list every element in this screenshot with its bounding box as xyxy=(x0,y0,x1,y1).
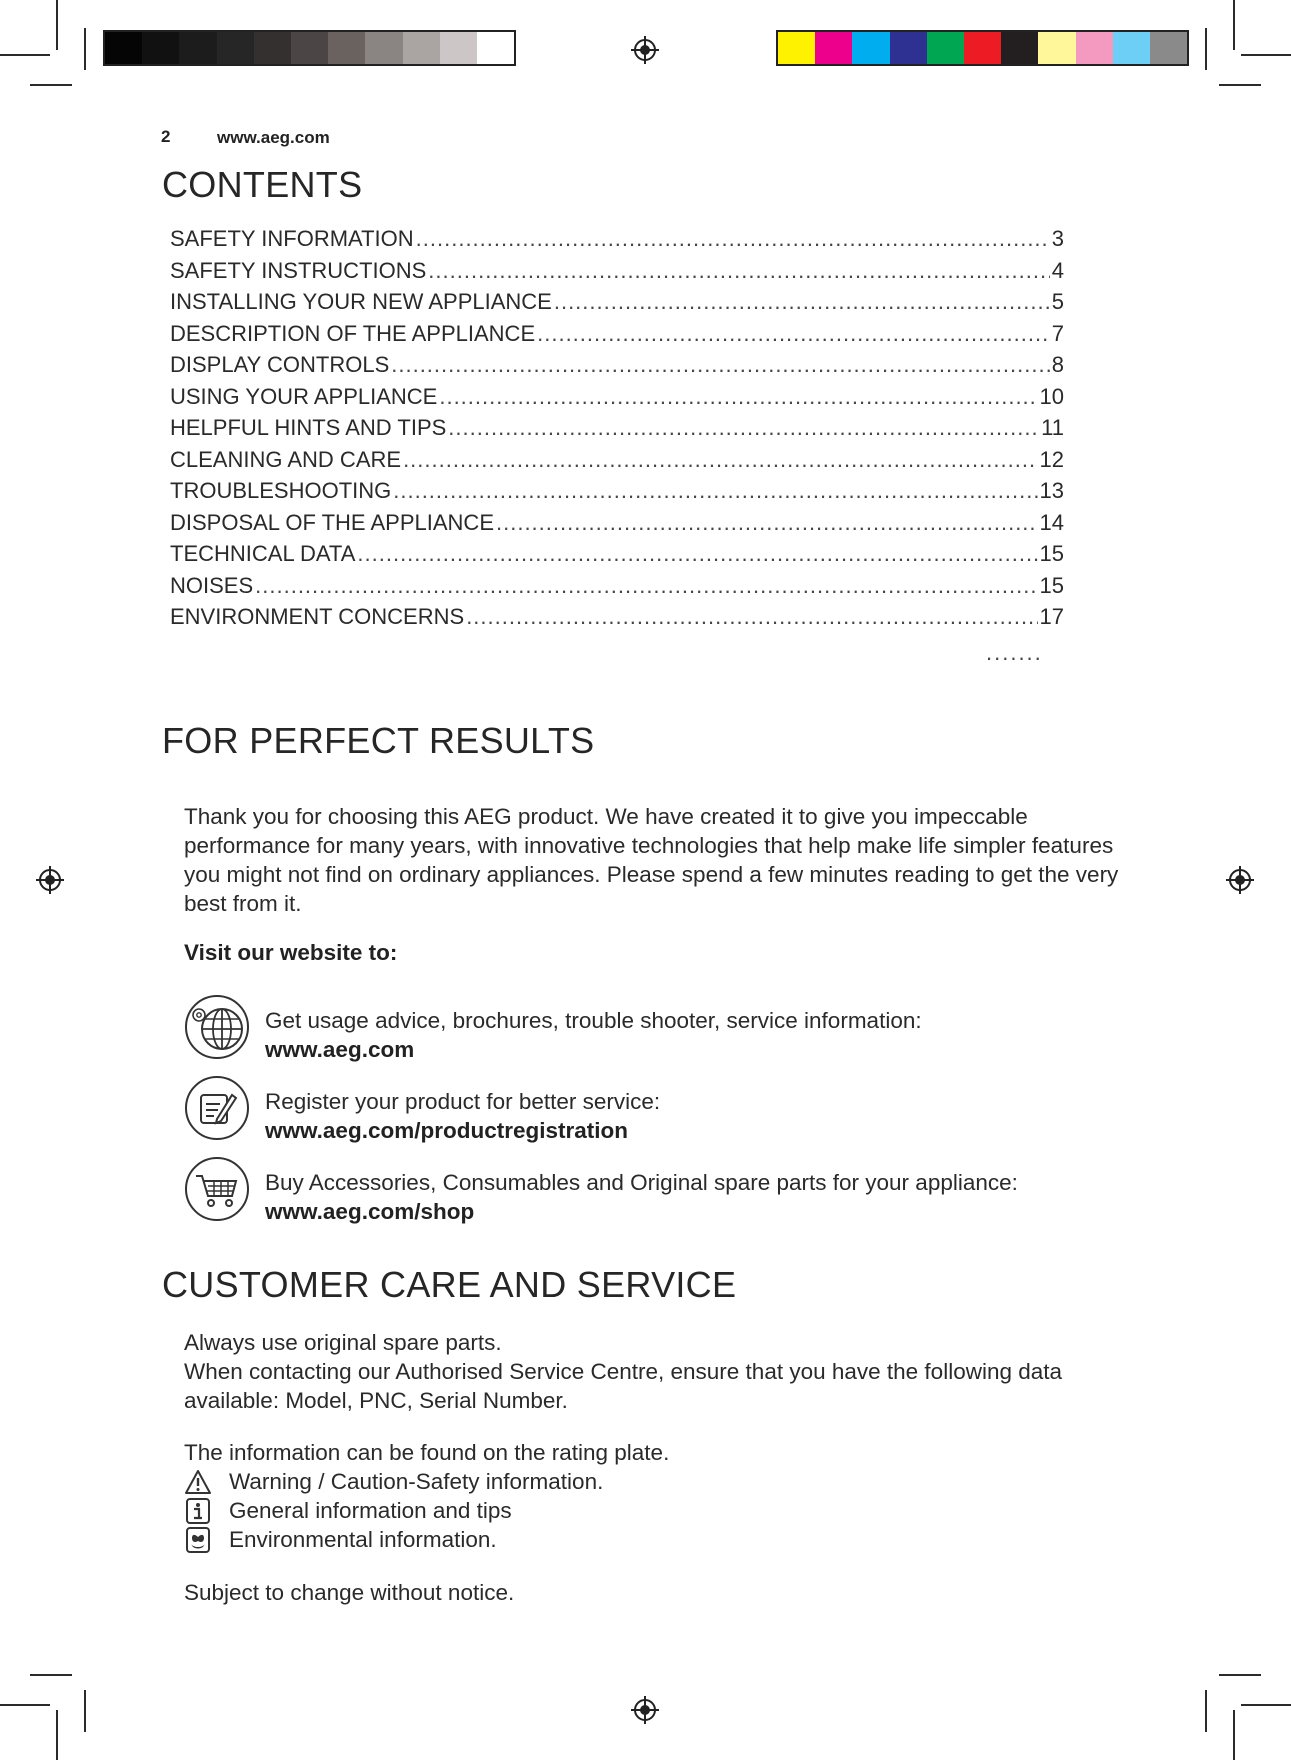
toc-entry[interactable] xyxy=(170,258,1064,290)
toc-entry-title: DESCRIPTION OF THE APPLIANCE xyxy=(170,320,536,346)
shop-link-url[interactable]: www.aeg.com/shop xyxy=(265,1199,475,1224)
customer-care-heading: CUSTOMER CARE AND SERVICE xyxy=(162,1264,737,1305)
color-swatch xyxy=(1038,32,1075,64)
gray-swatch xyxy=(365,32,402,64)
toc-entry-title: TECHNICAL DATA xyxy=(170,541,356,566)
registration-mark-icon xyxy=(36,866,64,894)
color-swatch xyxy=(964,32,1001,64)
toc-entry-page: 14 xyxy=(1039,509,1064,535)
color-swatch xyxy=(815,32,852,64)
globe-icon xyxy=(184,994,250,1060)
gray-swatch xyxy=(477,32,514,64)
toc-entry-page: 3 xyxy=(1051,226,1064,251)
shop-link-row xyxy=(184,1156,1134,1224)
gray-swatch xyxy=(328,32,365,64)
shopping-cart-icon xyxy=(184,1156,250,1222)
page-number: 2 xyxy=(161,127,171,146)
toc-entry[interactable] xyxy=(170,447,1064,479)
toc-entry-page: 7 xyxy=(1051,320,1064,346)
toc-entry-title: TROUBLESHOOTING xyxy=(170,478,392,503)
toc-entry[interactable] xyxy=(170,321,1064,353)
toc-entry[interactable] xyxy=(170,604,1064,636)
toc-entry[interactable] xyxy=(170,226,1064,258)
table-of-contents xyxy=(170,226,1064,636)
toc-entry[interactable] xyxy=(170,573,1064,605)
toc-entry[interactable] xyxy=(170,289,1064,321)
toc-entry-page: 11 xyxy=(1041,415,1064,440)
toc-entry-title: NOISES xyxy=(170,572,254,598)
toc-entry[interactable] xyxy=(170,384,1064,416)
environment-icon xyxy=(184,1527,212,1553)
support-link-text: Get usage advice, brochures, trouble shooter, service information: xyxy=(265,1008,922,1033)
support-link-url[interactable]: www.aeg.com xyxy=(265,1037,415,1062)
gray-swatch xyxy=(179,32,216,64)
toc-entry-page: 13 xyxy=(1039,478,1064,503)
care-text-line: Always use original spare parts. xyxy=(184,1330,502,1355)
toc-entry-page: 17 xyxy=(1039,604,1064,629)
registration-link-text: Register your product for better service: xyxy=(265,1089,661,1114)
header-website[interactable]: www.aeg.com xyxy=(217,128,330,147)
symbol-legend-text: Environmental information. xyxy=(229,1527,497,1552)
warning-icon xyxy=(184,1469,212,1495)
color-swatch xyxy=(927,32,964,64)
toc-entry-page: 12 xyxy=(1039,446,1064,472)
toc-entry-title: DISPOSAL OF THE APPLIANCE xyxy=(170,509,494,535)
symbol-legend-text: Warning / Caution-Safety information. xyxy=(229,1469,604,1494)
toc-entry-page: 10 xyxy=(1039,383,1064,409)
toc-entry-title: INSTALLING YOUR NEW APPLIANCE xyxy=(170,289,552,314)
registration-mark-icon xyxy=(631,36,659,64)
registration-mark-icon xyxy=(631,1696,659,1724)
toc-entry-title: SAFETY INSTRUCTIONS xyxy=(170,257,427,283)
toc-entry-page: 8 xyxy=(1051,352,1064,377)
color-swatch xyxy=(1150,32,1187,64)
rating-plate-text: The information can be found on the rating plate. xyxy=(184,1440,670,1465)
gray-swatch xyxy=(142,32,179,64)
toc-entry-page: 5 xyxy=(1051,289,1064,314)
color-swatch xyxy=(778,32,815,64)
gray-swatch xyxy=(291,32,328,64)
care-text-line: available: Model, PNC, Serial Number. xyxy=(184,1388,568,1413)
toc-entry-title: HELPFUL HINTS AND TIPS xyxy=(170,415,447,440)
toc-entry-page: 15 xyxy=(1039,572,1064,598)
gray-swatch xyxy=(440,32,477,64)
toc-entry-title: DISPLAY CONTROLS xyxy=(170,352,390,377)
grayscale-calibration-bar xyxy=(103,30,516,66)
gray-swatch xyxy=(254,32,291,64)
toc-continuation-dots: ....... xyxy=(986,640,1043,665)
gray-swatch xyxy=(105,32,142,64)
toc-entry[interactable] xyxy=(170,478,1064,510)
registration-icon xyxy=(184,1075,250,1141)
registration-mark-icon xyxy=(1226,866,1254,894)
color-calibration-bar xyxy=(776,30,1189,66)
toc-entry-page: 4 xyxy=(1051,257,1064,283)
contents-heading: CONTENTS xyxy=(162,164,363,205)
toc-entry[interactable] xyxy=(170,415,1064,447)
shop-link-text: Buy Accessories, Consumables and Original spare parts for your appliance: xyxy=(265,1170,1018,1195)
toc-entry-page: 15 xyxy=(1039,541,1064,566)
support-link-row xyxy=(184,994,1134,1062)
toc-entry-title: SAFETY INFORMATION xyxy=(170,226,414,251)
toc-entry-title: CLEANING AND CARE xyxy=(170,446,402,472)
registration-link-url[interactable]: www.aeg.com/productregistration xyxy=(265,1118,628,1143)
perfect-results-heading: FOR PERFECT RESULTS xyxy=(162,720,595,761)
color-swatch xyxy=(1001,32,1038,64)
intro-paragraph: Thank you for choosing this AEG product. We have created it to give you impeccable performance for many years, with innovative technologies that help make life simpler features you might not find on ordinary appliances. Please spend a few minutes reading to get the very best from it. xyxy=(184,804,1119,916)
care-text-line: When contacting our Authorised Service Centre, ensure that you have the following data xyxy=(184,1359,1063,1384)
visit-website-label: Visit our website to: xyxy=(184,940,398,965)
toc-entry[interactable] xyxy=(170,352,1064,384)
symbol-legend-text: General information and tips xyxy=(229,1498,512,1523)
change-notice: Subject to change without notice. xyxy=(184,1580,515,1605)
toc-entry-title: ENVIRONMENT CONCERNS xyxy=(170,604,465,629)
color-swatch xyxy=(890,32,927,64)
toc-entry[interactable] xyxy=(170,541,1064,573)
color-swatch xyxy=(1113,32,1150,64)
toc-entry[interactable] xyxy=(170,510,1064,542)
gray-swatch xyxy=(403,32,440,64)
registration-link-row xyxy=(184,1075,1134,1143)
color-swatch xyxy=(852,32,889,64)
toc-entry-title: USING YOUR APPLIANCE xyxy=(170,383,438,409)
info-icon xyxy=(184,1498,212,1524)
color-swatch xyxy=(1076,32,1113,64)
gray-swatch xyxy=(217,32,254,64)
